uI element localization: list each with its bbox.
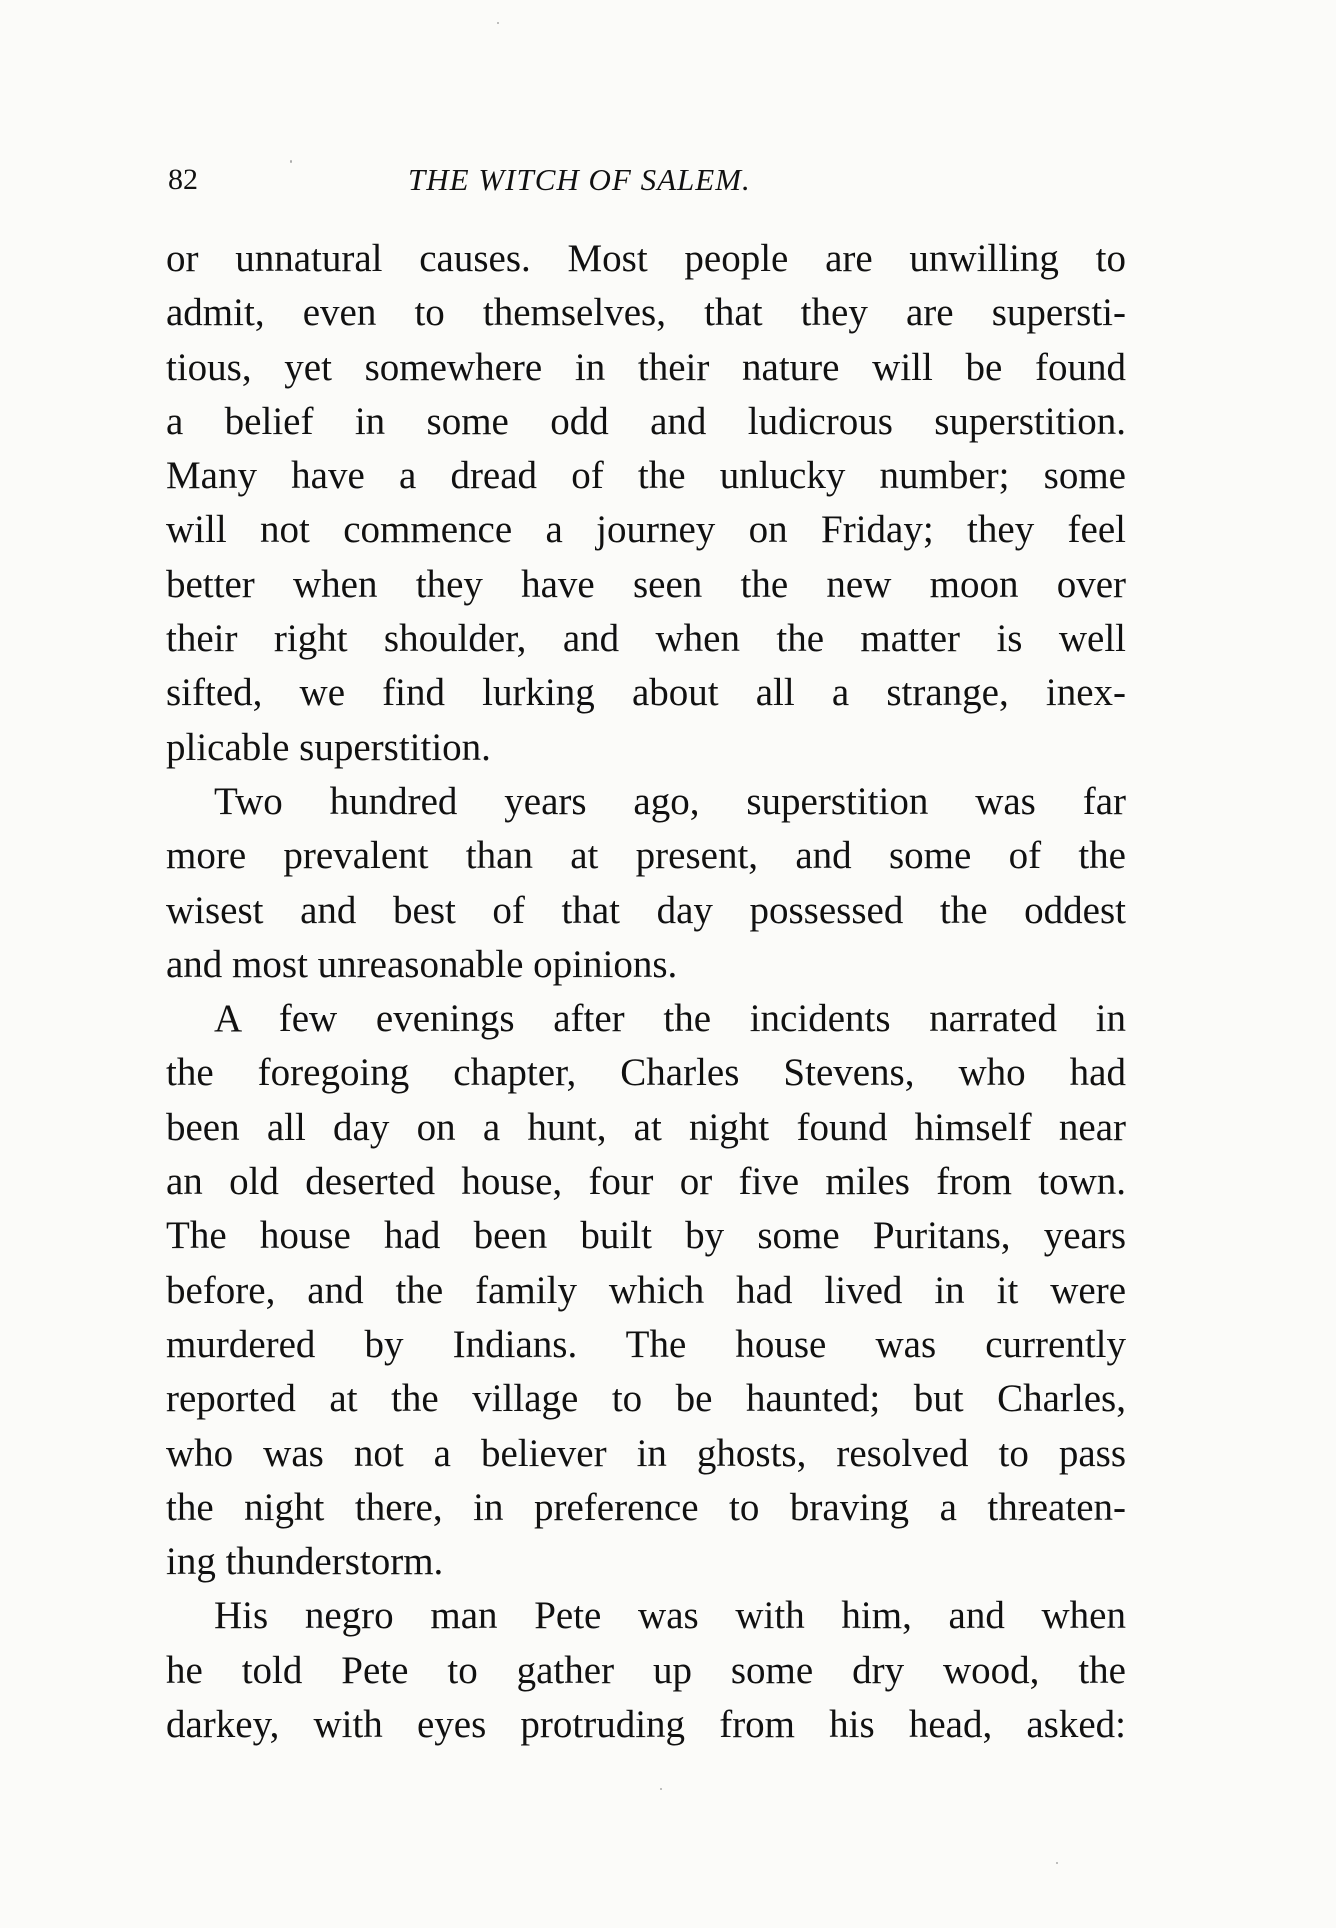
text-line: before, and the family which had lived in it were [166, 1268, 1126, 1312]
text-line: or unnatural causes. Most people are unwilling to [166, 237, 1126, 280]
text-line: reported at the village to be haunted; but Charles, [166, 1377, 1126, 1421]
text-line: an old deserted house, four or five miles from town. [166, 1160, 1126, 1204]
text-line: darkey, with eyes protruding from his head, asked: [166, 1703, 1126, 1747]
paper-speck [497, 22, 499, 24]
body-text [166, 232, 1126, 1752]
text-line: better when they have seen the new moon over [166, 562, 1126, 606]
text-line: been all day on a hunt, at night found himself near [166, 1105, 1126, 1149]
text-line: and most unreasonable opinions. [166, 942, 678, 986]
text-line: a belief in some odd and ludicrous superstition. [166, 399, 1126, 443]
paper-speck [660, 1788, 662, 1790]
page-number: 82 [168, 163, 198, 196]
text-line: His negro man Pete was with him, and when [214, 1594, 1126, 1638]
paper-speck [290, 160, 292, 163]
text-line: sifted, we find lurking about all a strange, inex- [166, 671, 1126, 715]
text-line: the foregoing chapter, Charles Stevens, who had [166, 1051, 1126, 1095]
text-line: more prevalent than at present, and some of the [166, 834, 1126, 878]
paper-speck [1056, 1862, 1058, 1864]
text-line: plicable superstition. [166, 725, 491, 769]
text-line: A few evenings after the incidents narrated in [214, 997, 1126, 1041]
text-line: the night there, in preference to braving a threaten- [166, 1485, 1126, 1529]
text-line: murdered by Indians. The house was currently [166, 1322, 1126, 1366]
text-line: Two hundred years ago, superstition was far [214, 779, 1126, 823]
text-line: tious, yet somewhere in their nature will be found [166, 345, 1126, 389]
text-line: their right shoulder, and when the matter is well [166, 617, 1126, 661]
text-line: admit, even to themselves, that they are supersti- [166, 291, 1126, 335]
text-line: who was not a believer in ghosts, resolved to pass [166, 1431, 1126, 1475]
text-line: will not commence a journey on Friday; they feel [166, 508, 1126, 552]
running-title: THE WITCH OF SALEM. [408, 162, 751, 197]
text-line: The house had been built by some Puritans, years [166, 1214, 1126, 1258]
text-line: ing thunderstorm. [166, 1540, 444, 1584]
text-line: Many have a dread of the unlucky number; some [166, 454, 1126, 498]
text-line: he told Pete to gather up some dry wood, the [166, 1648, 1126, 1692]
text-line: wisest and best of that day possessed the oddest [166, 888, 1126, 932]
page-header [168, 160, 1126, 210]
